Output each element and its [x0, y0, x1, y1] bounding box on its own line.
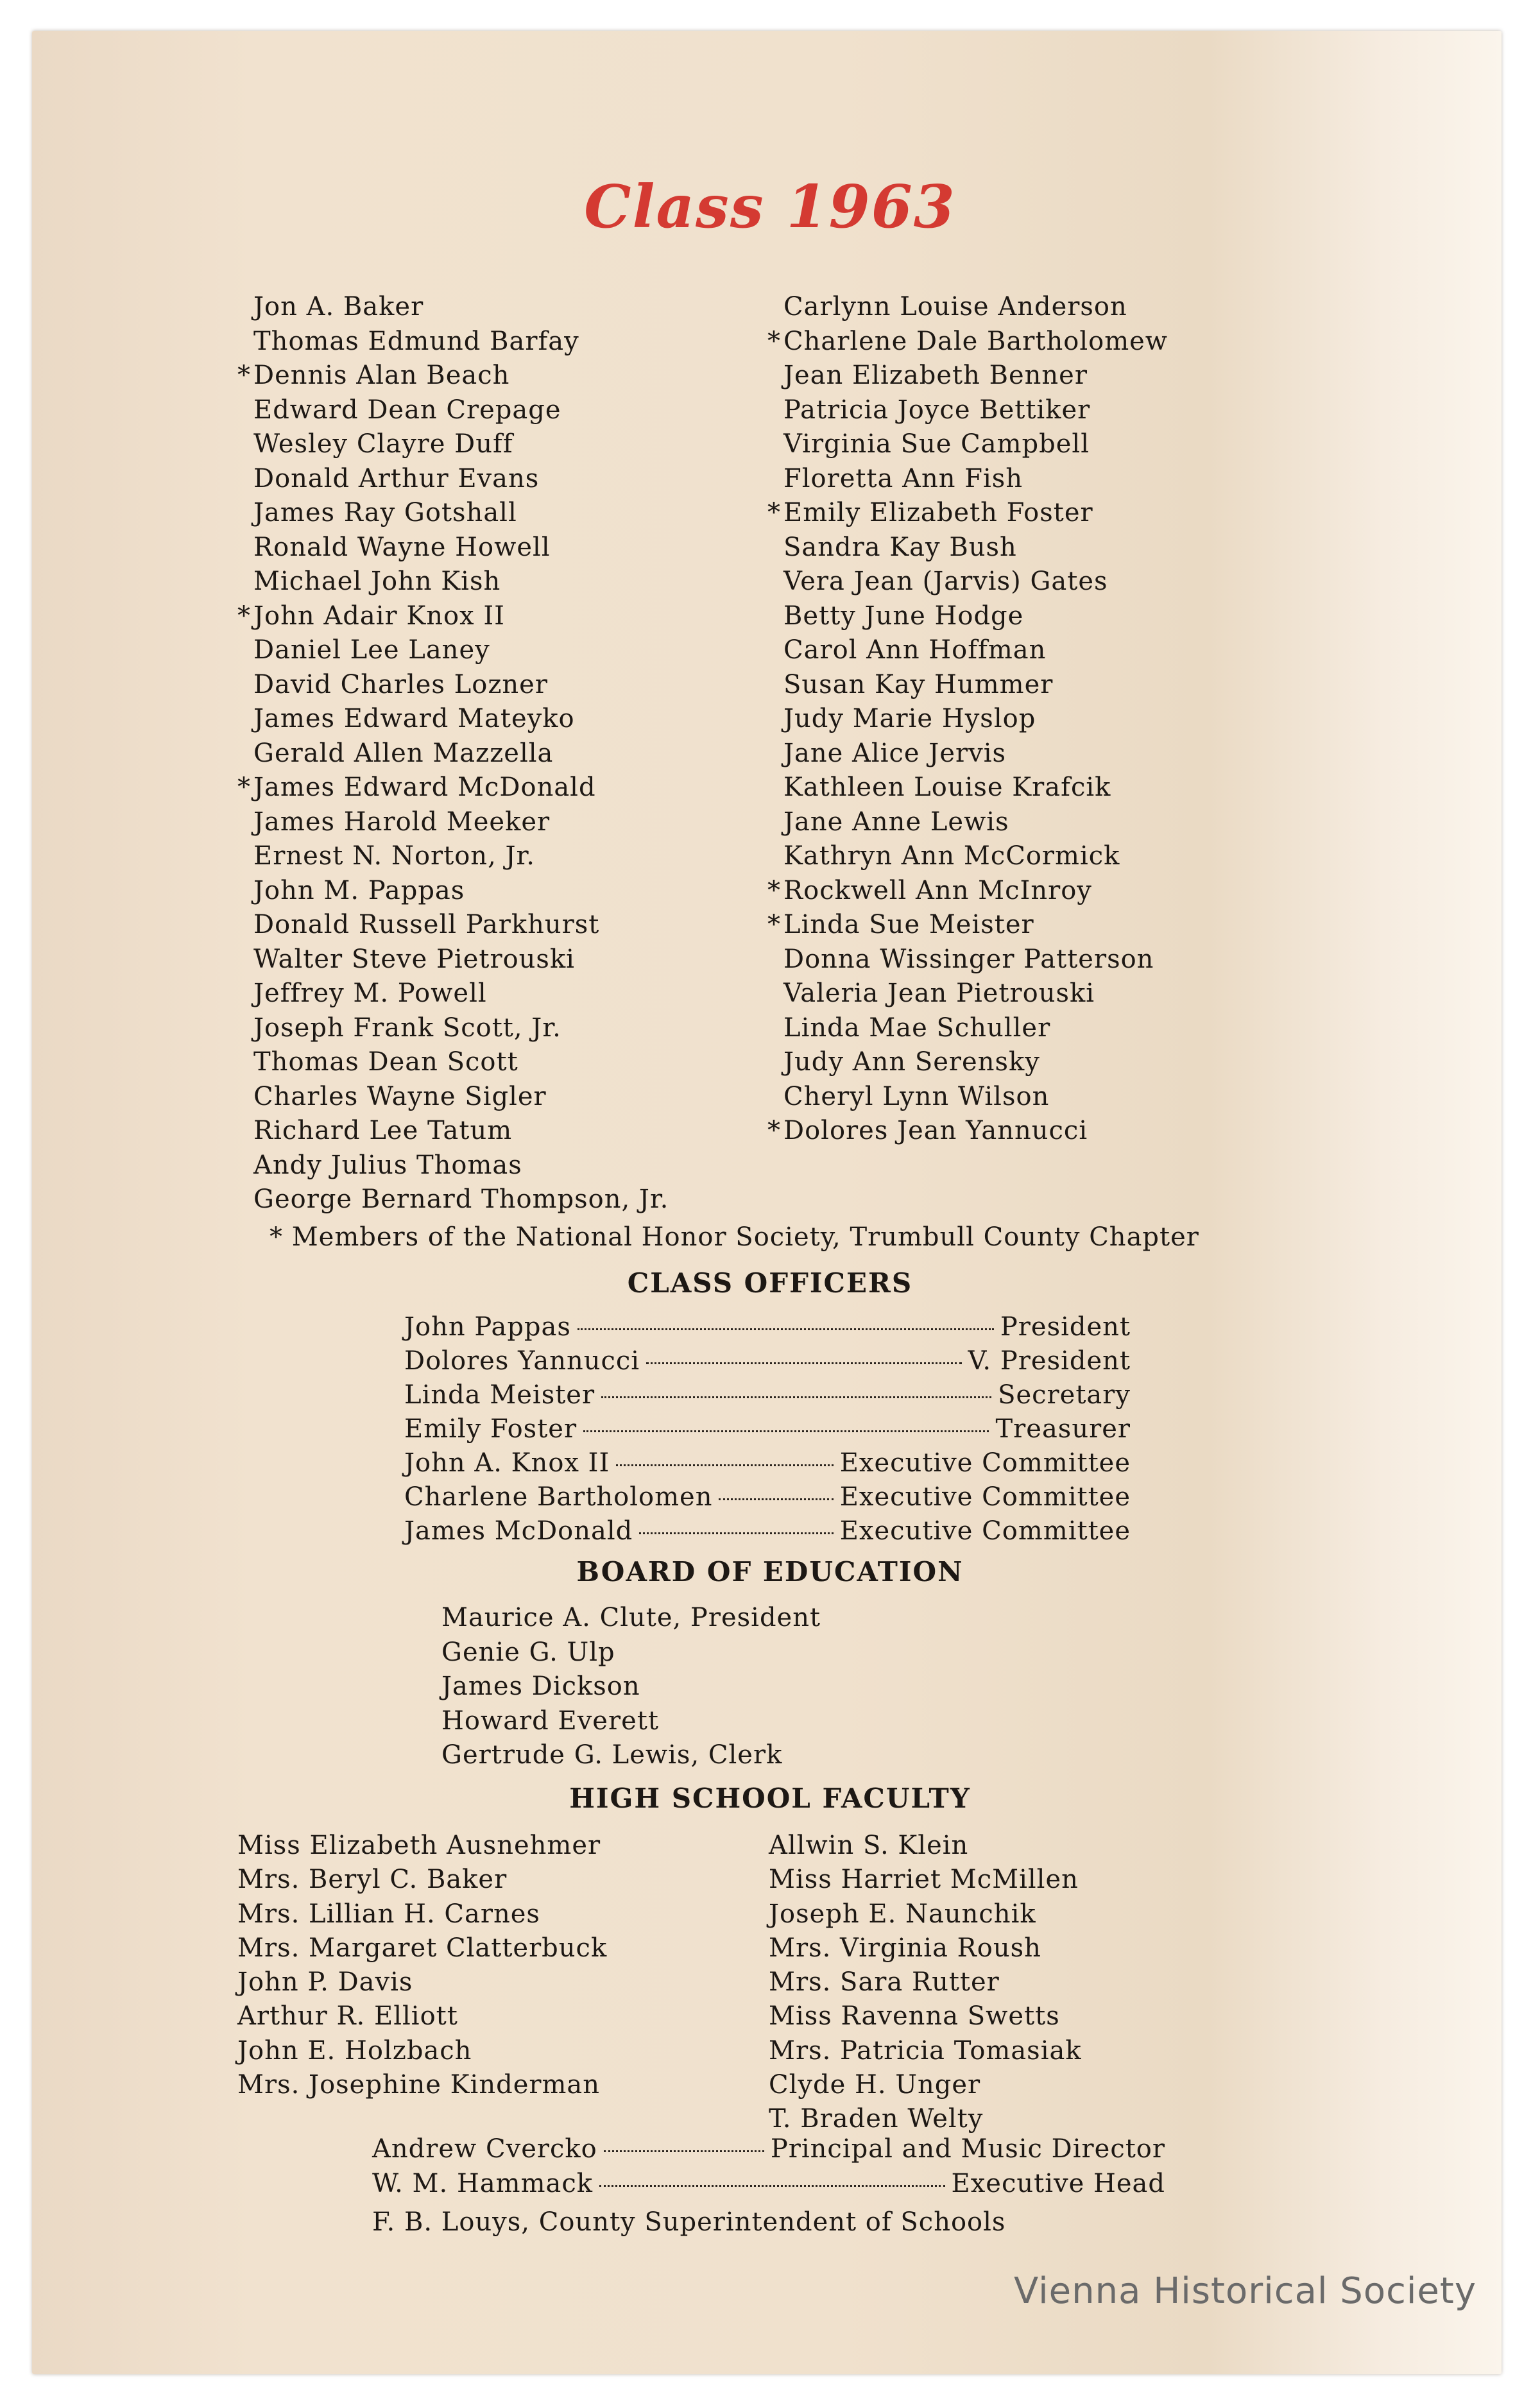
faculty-list-left	[237, 1829, 607, 2102]
administrator-row	[372, 2134, 1165, 2169]
girl-row	[767, 771, 1168, 805]
faculty-member: T. Braden Welty	[769, 2104, 984, 2134]
graduate-name: Jane Anne Lewis	[783, 807, 1009, 837]
graduate-name: Judy Ann Serensky	[783, 1047, 1040, 1077]
girl-row	[767, 1011, 1168, 1046]
board-member: Howard Everett	[441, 1706, 659, 1736]
graduate-name: Ronald Wayne Howell	[253, 532, 551, 562]
girl-row	[767, 1114, 1168, 1149]
boy-row	[237, 771, 669, 805]
officer-name: Charlene Bartholomen	[404, 1482, 713, 1512]
officer-role: Executive Committee	[839, 1448, 1131, 1478]
boy-row	[237, 1011, 669, 1046]
graduate-name: Valeria Jean Pietrouski	[783, 979, 1095, 1008]
boy-row	[237, 908, 669, 943]
girls-list	[767, 290, 1168, 1149]
boy-row	[237, 1080, 669, 1115]
graduate-name: Cheryl Lynn Wilson	[783, 1081, 1050, 1111]
officer-name: James McDonald	[404, 1516, 633, 1546]
girl-row	[767, 737, 1168, 771]
graduate-name: Jon A. Baker	[253, 292, 424, 321]
graduate-name: James Harold Meeker	[253, 807, 551, 837]
graduate-name: James Edward Mateyko	[253, 704, 575, 733]
boy-row	[237, 943, 669, 977]
honor-star: *	[237, 361, 251, 390]
faculty-member: Mrs. Virginia Roush	[769, 1933, 1041, 1963]
administrator-row	[372, 2169, 1165, 2204]
faculty-member: John E. Holzbach	[237, 2035, 472, 2066]
boy-row	[237, 839, 669, 874]
boy-row	[237, 1114, 669, 1149]
board-of-education-heading: BOARD OF EDUCATION	[576, 1556, 964, 1588]
administrator-name: W. M. Hammack	[372, 2169, 594, 2198]
girl-row	[767, 1080, 1168, 1115]
graduate-name: Kathleen Louise Krafcik	[783, 773, 1111, 802]
graduate-name: Virginia Sue Campbell	[783, 429, 1090, 459]
boy-row	[237, 290, 669, 325]
graduate-name: Linda Sue Meister	[783, 910, 1034, 939]
boy-row	[237, 737, 669, 771]
faculty-member: Joseph E. Naunchik	[769, 1899, 1036, 1929]
class-officers-list	[404, 1312, 1131, 1550]
board-member: Gertrude G. Lewis, Clerk	[441, 1740, 783, 1770]
boy-row	[237, 702, 669, 737]
girl-row	[767, 462, 1168, 497]
officer-row	[404, 1312, 1131, 1346]
leader-dots	[583, 1430, 989, 1432]
officer-name: John Pappas	[404, 1312, 571, 1342]
honor-star: *	[237, 601, 251, 631]
graduate-name: Wesley Clayre Duff	[253, 429, 513, 459]
graduate-name: Kathryn Ann McCormick	[783, 841, 1120, 871]
boy-row	[237, 359, 669, 393]
girl-row	[767, 565, 1168, 599]
faculty-member: Mrs. Patricia Tomasiak	[769, 2035, 1082, 2066]
officer-row	[404, 1482, 1131, 1516]
boy-row	[237, 325, 669, 359]
graduate-name: Floretta Ann Fish	[783, 463, 1023, 493]
faculty-member: Miss Elizabeth Ausnehmer	[237, 1831, 601, 1860]
officer-role: Secretary	[998, 1380, 1131, 1410]
boy-row	[237, 427, 669, 462]
honor-star: *	[767, 875, 781, 905]
honor-star: *	[767, 498, 781, 527]
graduate-name: Carlynn Louise Anderson	[783, 292, 1127, 321]
graduate-name: Edward Dean Crepage	[253, 395, 561, 425]
graduate-name: Thomas Dean Scott	[253, 1047, 518, 1077]
graduate-name: Susan Kay Hummer	[783, 669, 1054, 699]
graduate-name: Emily Elizabeth Foster	[783, 498, 1093, 527]
county-superintendent: F. B. Louys, County Superintendent of Schools	[372, 2207, 1006, 2237]
faculty-member: Mrs. Sara Rutter	[769, 1967, 1000, 1998]
faculty-member: Mrs. Josephine Kinderman	[237, 2070, 601, 2100]
faculty-member: Arthur R. Elliott	[237, 2001, 458, 2032]
board-of-education-list	[441, 1601, 821, 1773]
graduate-name: Donald Arthur Evans	[253, 463, 540, 493]
graduate-name: Daniel Lee Laney	[253, 635, 490, 665]
officer-name: Emily Foster	[404, 1414, 578, 1444]
girl-row	[767, 1045, 1168, 1080]
board-member: James Dickson	[441, 1672, 640, 1701]
officer-row	[404, 1414, 1131, 1448]
officer-row	[404, 1380, 1131, 1414]
graduate-name: Jeffrey M. Powell	[253, 979, 487, 1008]
graduate-name: Rockwell Ann McInroy	[783, 875, 1092, 905]
watermark: Vienna Historical Society	[1014, 2270, 1477, 2312]
honor-society-note: * Members of the National Honor Society, Trumbull County Chapter	[270, 1222, 1199, 1252]
boy-row	[237, 599, 669, 634]
honor-star: *	[767, 1116, 781, 1145]
administrator-role: Principal and Music Director	[770, 2134, 1165, 2164]
board-member: Maurice A. Clute, President	[441, 1603, 821, 1632]
honor-star: *	[767, 910, 781, 939]
officer-row	[404, 1346, 1131, 1380]
girl-row	[767, 943, 1168, 977]
graduate-name: Walter Steve Pietrouski	[253, 944, 575, 974]
graduate-name: Ernest N. Norton, Jr.	[253, 841, 535, 871]
girl-row	[767, 359, 1168, 393]
boy-row	[237, 977, 669, 1011]
boy-row	[237, 1045, 669, 1080]
boy-row	[237, 1149, 669, 1183]
boy-row	[237, 805, 669, 840]
faculty-list-right	[769, 1829, 1082, 2137]
graduate-name: Donald Russell Parkhurst	[253, 910, 600, 939]
leader-dots	[719, 1498, 833, 1500]
girl-row	[767, 393, 1168, 428]
graduate-name: George Bernard Thompson, Jr.	[253, 1185, 669, 1214]
board-member: Genie G. Ulp	[441, 1637, 615, 1667]
girl-row	[767, 805, 1168, 840]
boy-row	[237, 874, 669, 909]
faculty-member: Clyde H. Unger	[769, 2070, 981, 2100]
class-title: Class 1963	[584, 172, 956, 241]
administration-list	[372, 2134, 1165, 2204]
graduate-name: Linda Mae Schuller	[783, 1013, 1051, 1043]
graduate-name: Patricia Joyce Bettiker	[783, 395, 1091, 425]
girl-row	[767, 668, 1168, 703]
officer-name: Dolores Yannucci	[404, 1346, 640, 1376]
officer-role: Treasurer	[995, 1414, 1131, 1444]
graduate-name: Sandra Kay Bush	[783, 532, 1017, 562]
graduate-name: Donna Wissinger Patterson	[783, 944, 1154, 974]
administrator-role: Executive Head	[951, 2169, 1165, 2198]
graduate-name: Dolores Jean Yannucci	[783, 1116, 1088, 1145]
girl-row	[767, 290, 1168, 325]
officer-row	[404, 1448, 1131, 1482]
graduate-name: John Adair Knox II	[253, 601, 505, 631]
boys-list	[237, 290, 669, 1217]
graduate-name: James Edward McDonald	[253, 773, 596, 802]
boy-row	[237, 633, 669, 668]
leader-dots	[604, 2150, 764, 2152]
graduate-name: Thomas Edmund Barfay	[253, 326, 579, 356]
faculty-member: John P. Davis	[237, 1967, 413, 1998]
girl-row	[767, 531, 1168, 565]
boy-row	[237, 462, 669, 497]
officer-name: John A. Knox II	[404, 1448, 610, 1478]
leader-dots	[601, 1396, 991, 1398]
officer-row	[404, 1516, 1131, 1550]
girl-row	[767, 427, 1168, 462]
boy-row	[237, 496, 669, 531]
graduate-name: Vera Jean (Jarvis) Gates	[783, 567, 1108, 596]
leader-dots	[639, 1532, 833, 1534]
graduate-name: Michael John Kish	[253, 567, 501, 596]
boy-row	[237, 668, 669, 703]
girl-row	[767, 599, 1168, 634]
faculty-heading: HIGH SCHOOL FACULTY	[569, 1783, 971, 1814]
girl-row	[767, 702, 1168, 737]
girl-row	[767, 325, 1168, 359]
girl-row	[767, 839, 1168, 874]
boy-row	[237, 565, 669, 599]
girl-row	[767, 496, 1168, 531]
girl-row	[767, 977, 1168, 1011]
graduate-name: Jane Alice Jervis	[783, 738, 1007, 768]
administrator-name: Andrew Cvercko	[372, 2134, 597, 2164]
girl-row	[767, 908, 1168, 943]
graduate-name: Andy Julius Thomas	[253, 1150, 522, 1180]
boy-row	[237, 1183, 669, 1217]
leader-dots	[646, 1362, 961, 1364]
graduate-name: David Charles Lozner	[253, 669, 548, 699]
leader-dots	[578, 1328, 994, 1330]
boy-row	[237, 531, 669, 565]
leader-dots	[616, 1464, 833, 1466]
graduate-name: Judy Marie Hyslop	[783, 704, 1036, 733]
officer-role: Executive Committee	[839, 1482, 1131, 1512]
graduate-name: Joseph Frank Scott, Jr.	[253, 1013, 561, 1043]
faculty-member: Miss Harriet McMillen	[769, 1865, 1079, 1895]
graduate-name: Richard Lee Tatum	[253, 1116, 513, 1145]
graduate-name: Charlene Dale Bartholomew	[783, 326, 1168, 356]
faculty-member: Mrs. Lillian H. Carnes	[237, 1899, 540, 1929]
graduate-name: James Ray Gotshall	[253, 498, 517, 527]
officer-role: V. President	[968, 1346, 1131, 1376]
honor-star: *	[237, 773, 251, 802]
girl-row	[767, 633, 1168, 668]
graduate-name: Dennis Alan Beach	[253, 361, 510, 390]
faculty-member: Allwin S. Klein	[769, 1831, 969, 1860]
graduate-name: Charles Wayne Sigler	[253, 1081, 547, 1111]
girl-row	[767, 874, 1168, 909]
faculty-member: Mrs. Beryl C. Baker	[237, 1865, 508, 1895]
faculty-member: Mrs. Margaret Clatterbuck	[237, 1933, 608, 1963]
honor-star: *	[767, 326, 781, 356]
graduate-name: John M. Pappas	[253, 875, 465, 905]
boy-row	[237, 393, 669, 428]
officer-role: President	[1000, 1312, 1131, 1342]
officer-role: Executive Committee	[839, 1516, 1131, 1546]
officer-name: Linda Meister	[404, 1380, 595, 1410]
faculty-member: Miss Ravenna Swetts	[769, 2001, 1060, 2032]
graduate-name: Carol Ann Hoffman	[783, 635, 1047, 665]
leader-dots	[599, 2185, 945, 2187]
graduate-name: Jean Elizabeth Benner	[783, 361, 1088, 390]
class-officers-heading: CLASS OFFICERS	[627, 1267, 913, 1299]
graduate-name: Betty June Hodge	[783, 601, 1024, 631]
graduate-name: Gerald Allen Mazzella	[253, 738, 554, 768]
